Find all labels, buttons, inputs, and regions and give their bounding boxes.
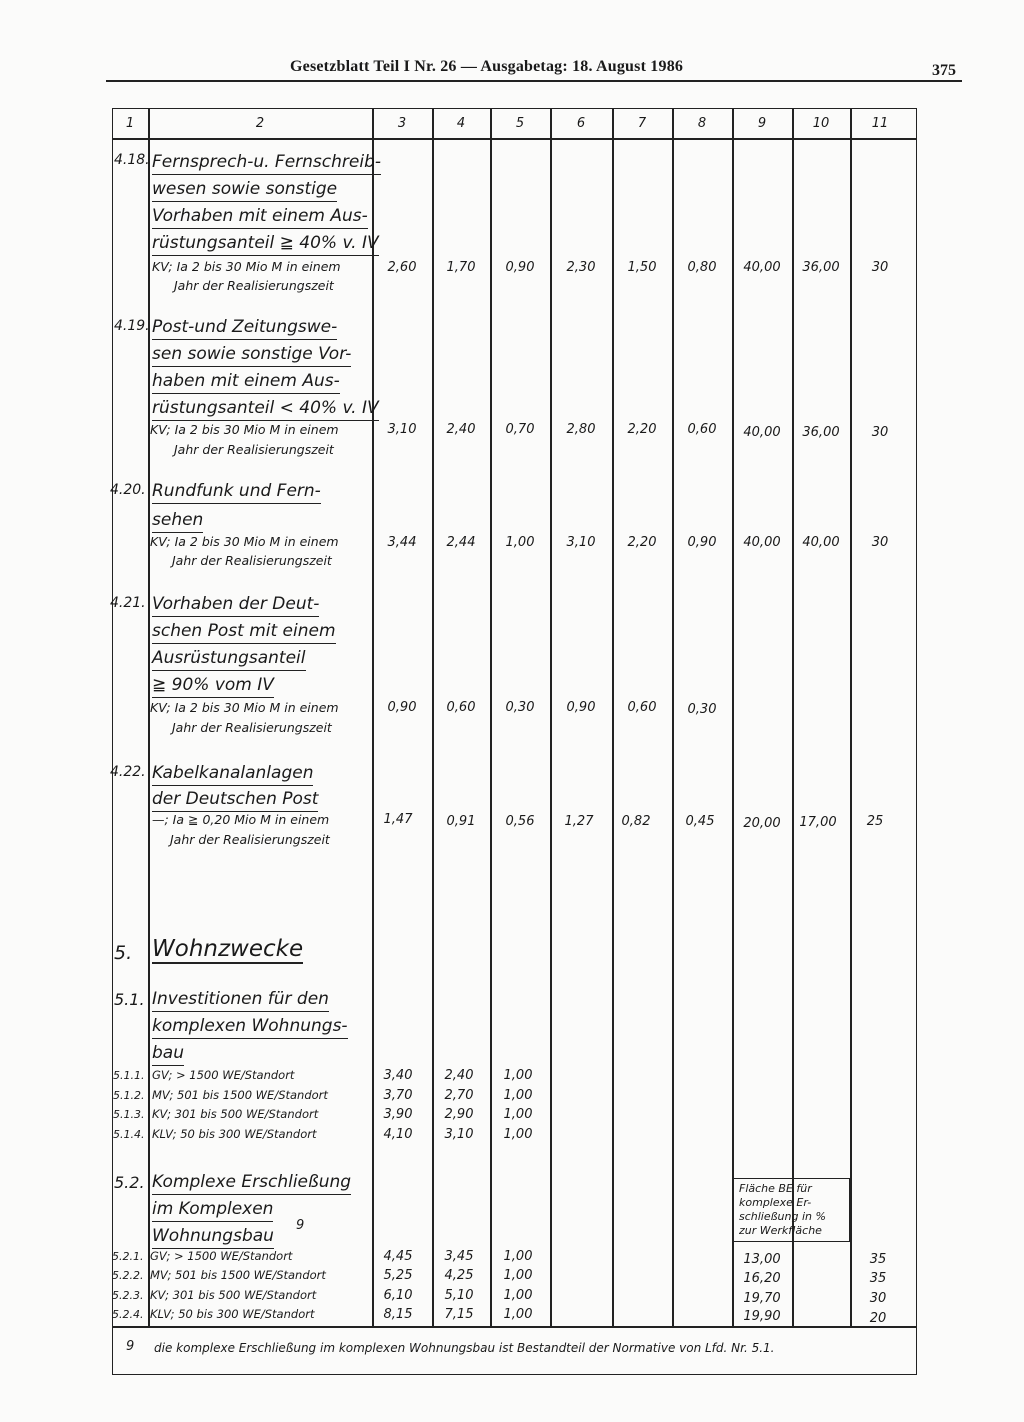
row-title-line: rüstungsanteil < 40% v. IV [152,396,379,421]
cell-value: 16,20 [743,1271,781,1286]
item-text: GV; > 1500 WE/Standort [152,1068,295,1082]
cell-value: 0,30 [505,700,535,715]
cell-value: 3,45 [444,1249,474,1264]
row-title-line: Wohnungsbau [152,1224,274,1249]
cell-value: 0,60 [687,422,717,437]
footnote-text: die komplexe Erschließung im komplexen Wohnungsbau ist Bestandteil der Normative von Lfd. Nr. 5.1. [154,1341,775,1355]
item-text: MV; 501 bis 1500 WE/Standort [152,1088,328,1102]
cell-value: 2,44 [446,535,476,550]
row-subtext: Jahr der Realisierungszeit [174,278,334,293]
row-subtext: Jahr der Realisierungszeit [172,720,332,735]
row-title-line: im Komplexen [152,1197,273,1222]
row-subtext: Jahr der Realisierungszeit [174,442,334,457]
column-number: 3 [397,116,407,131]
cell-value: 3,10 [566,535,596,550]
item-code: 5.2.4. [112,1308,144,1321]
cell-value: 0,56 [505,814,535,829]
item-text: MV; 501 bis 1500 WE/Standort [150,1268,326,1282]
cell-value: 4,10 [383,1127,413,1142]
row-title-line: sehen [152,508,203,533]
row-title-line: Komplexe Erschließung [152,1170,351,1195]
cell-value: 5,25 [383,1268,413,1283]
cell-value: 1,00 [503,1249,533,1264]
column-number: 5 [515,116,525,131]
row-code: 4.21. [110,595,146,611]
cell-value: 0,90 [387,700,417,715]
row-code: 4.18. [114,152,150,168]
cell-value: 36,00 [802,425,840,440]
cell-value: 2,70 [444,1088,474,1103]
subsection-code: 5.1. [114,990,145,1009]
item-text: KV; 301 bis 500 WE/Standort [152,1107,319,1121]
row-subtext: Jahr der Realisierungszeit [170,832,330,847]
cell-value: 5,10 [444,1288,474,1303]
row-subtext: KV; Ia 2 bis 30 Mio M in einem [150,700,339,715]
row-subtext: KV; Ia 2 bis 30 Mio M in einem [150,534,339,549]
header-row-rule [112,138,917,140]
note-line: zur Werkfläche [739,1224,822,1237]
cell-value: 8,15 [383,1307,413,1322]
cell-value: 2,30 [566,260,596,275]
cell-value: 25 [866,814,884,829]
cell-value: 2,40 [446,422,476,437]
footnote-number: 9 [126,1339,135,1354]
cell-value: 7,15 [444,1307,474,1322]
cell-value: 3,40 [383,1068,413,1083]
row-title-line: der Deutschen Post [152,787,318,812]
row-title-line: komplexen Wohnungs- [152,1014,348,1039]
row-subtext: KV; Ia 2 bis 30 Mio M in einem [150,422,339,437]
row-subtext: KV; Ia 2 bis 30 Mio M in einem [152,259,341,274]
cell-value: 0,90 [505,260,535,275]
col-divider [432,108,434,1326]
header-rule [106,80,962,82]
cell-value: 3,10 [387,422,417,437]
row-title-line: wesen sowie sonstige [152,177,337,202]
col-divider [372,108,374,1326]
cell-value: 30 [871,425,889,440]
row-code: 4.20. [110,482,146,498]
page-number: 375 [932,62,956,79]
cell-value: 13,00 [743,1252,781,1267]
cell-value: 1,50 [627,260,657,275]
cell-value: 2,40 [444,1068,474,1083]
item-text: KLV; 50 bis 300 WE/Standort [152,1127,317,1141]
cell-value: 40,00 [802,535,840,550]
cell-value: 2,90 [444,1107,474,1122]
item-code: 5.2.1. [112,1250,144,1263]
cell-value: 0,60 [446,700,476,715]
item-code: 5.2.2. [112,1269,144,1282]
cell-value: 30 [869,1291,887,1306]
cell-value: 3,44 [387,535,417,550]
row-title-line: haben mit einem Aus- [152,369,340,394]
cell-value: 19,90 [743,1309,781,1324]
item-text: KV; 301 bis 500 WE/Standort [150,1288,317,1302]
cell-value: 1,00 [503,1088,533,1103]
cell-value: 3,90 [383,1107,413,1122]
row-title-line: ≧ 90% vom IV [152,673,274,698]
row-title-line: Rundfunk und Fern- [152,479,321,504]
item-code: 5.1.4. [113,1128,145,1141]
cell-value: 6,10 [383,1288,413,1303]
column-number: 9 [757,116,767,131]
cell-value: 2,20 [627,422,657,437]
cell-value: 2,20 [627,535,657,550]
cell-value: 1,00 [503,1068,533,1083]
row-code: 4.22. [110,764,146,780]
item-code: 5.1.2. [113,1089,145,1102]
col-divider [550,108,552,1326]
cell-value: 40,00 [743,425,781,440]
row-title-line: schen Post mit einem [152,619,336,644]
row-title-line: Vorhaben mit einem Aus- [152,204,368,229]
subsection-code: 5.2. [114,1173,145,1192]
footnote-mark: 9 [296,1218,305,1233]
cell-value: 1,27 [564,814,594,829]
column-number: 8 [697,116,707,131]
cell-value: 40,00 [743,535,781,550]
cell-value: 35 [869,1271,887,1286]
col-divider [850,108,852,1326]
row-title-line: bau [152,1041,184,1066]
row-title-line: Kabelkanalanlagen [152,761,313,786]
cell-value: 1,70 [446,260,476,275]
cell-value: 30 [871,260,889,275]
cell-value: 4,45 [383,1249,413,1264]
cell-value: 0,30 [687,702,717,717]
section-code: 5. [114,942,133,964]
cell-value: 30 [871,535,889,550]
cell-value: 0,90 [566,700,596,715]
note-line: Fläche BE für [739,1182,812,1195]
cell-value: 20,00 [743,816,781,831]
cell-value: 35 [869,1252,887,1267]
cell-value: 19,70 [743,1291,781,1306]
row-title-line: Ausrüstungsanteil [152,646,306,671]
column-number: 11 [871,116,889,131]
cell-value: 1,00 [503,1127,533,1142]
row-subtext: —; Ia ≧ 0,20 Mio M in einem [152,812,330,827]
row-title-line: rüstungsanteil ≧ 40% v. IV [152,231,379,256]
running-head: Gesetzblatt Teil I Nr. 26 — Ausgabetag: 18. August 1986 [290,58,684,75]
row-title-line: sen sowie sonstige Vor- [152,342,351,367]
section-title: Wohnzwecke [152,936,304,962]
column-number: 1 [125,116,135,131]
cell-value: 4,25 [444,1268,474,1283]
cell-value: 1,47 [383,812,413,827]
cell-value: 1,00 [503,1288,533,1303]
cell-value: 0,60 [627,700,657,715]
cell-value: 3,70 [383,1088,413,1103]
column-number: 6 [576,116,586,131]
cell-value: 3,10 [444,1127,474,1142]
column-number: 7 [637,116,647,131]
cell-value: 0,82 [621,814,651,829]
column-number: 2 [255,116,265,131]
cell-value: 20 [869,1311,887,1326]
cell-value: 17,00 [799,815,837,830]
item-code: 5.1.1. [113,1069,145,1082]
cell-value: 1,00 [503,1268,533,1283]
col-divider [490,108,492,1326]
col-divider [792,108,794,1326]
item-code: 5.1.3. [113,1108,145,1121]
item-text: GV; > 1500 WE/Standort [150,1249,293,1263]
cell-value: 0,91 [446,814,476,829]
area-note-box [732,1178,850,1242]
item-text: KLV; 50 bis 300 WE/Standort [150,1307,315,1321]
row-title-line: Post-und Zeitungswe- [152,315,337,340]
row-title-line: Fernsprech-u. Fernschreib- [152,150,381,175]
col-divider [612,108,614,1326]
column-number: 4 [456,116,466,131]
row-title-line: Vorhaben der Deut- [152,592,319,617]
cell-value: 0,90 [687,535,717,550]
cell-value: 2,60 [387,260,417,275]
col-divider [672,108,674,1326]
cell-value: 0,45 [685,814,715,829]
row-title-line: Investitionen für den [152,987,329,1012]
note-line: schließung in % [739,1210,826,1223]
cell-value: 0,70 [505,422,535,437]
cell-value: 2,80 [566,422,596,437]
row-subtext: Jahr der Realisierungszeit [172,553,332,568]
column-number: 10 [812,116,830,131]
cell-value: 36,00 [802,260,840,275]
cell-value: 40,00 [743,260,781,275]
row-code: 4.19. [114,318,150,334]
cell-value: 1,00 [503,1307,533,1322]
cell-value: 0,80 [687,260,717,275]
cell-value: 1,00 [505,535,535,550]
col-divider [732,108,734,1326]
cell-value: 1,00 [503,1107,533,1122]
item-code: 5.2.3. [112,1289,144,1302]
note-line: komplexe Er- [739,1196,812,1209]
footnote-rule [112,1326,917,1328]
